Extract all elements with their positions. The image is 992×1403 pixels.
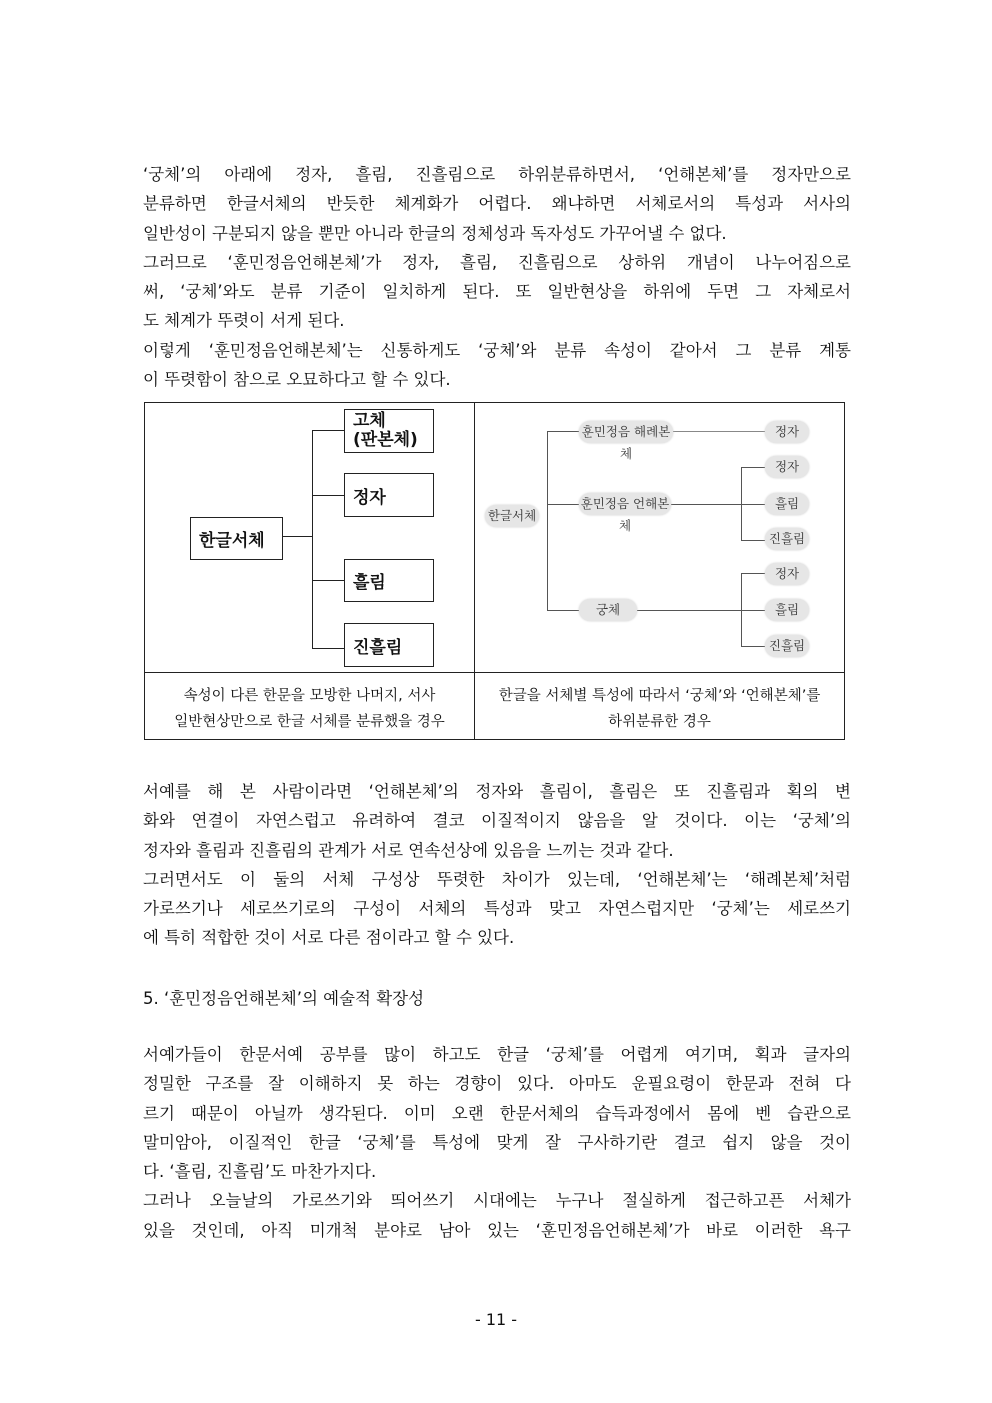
leaf-pill <box>765 599 809 621</box>
text-line: 분류하면 한글서체의 반듯한 체계화가 어렵다. 왜냐하면 서체로서의 특성과 서사의 <box>143 194 851 214</box>
page-number: - 11 - <box>474 1310 518 1329</box>
text-line: 말미암아, 이질적인 한글 ‘궁체’를 특성에 맞게 잘 구사하기란 결코 쉽지 않을 것이 <box>143 1132 851 1152</box>
root-node-label: 한글서체 <box>199 531 265 551</box>
leaf-pill <box>765 421 809 443</box>
child-node-box <box>344 473 434 517</box>
root-pill-label: 한글서체 <box>487 508 537 523</box>
caption-line: 일반현상만으로 한글 서체를 분류했을 경우 <box>174 714 445 730</box>
leaf-pill-label: 정자 <box>774 424 800 439</box>
text-line: 이 뚜렷함이 참으로 오묘하다고 할 수 있다. <box>143 370 451 390</box>
branch-pill-label: 훈민정음 해례본체 <box>581 424 671 461</box>
text-line: 에 특히 적합한 것이 서로 다른 점이라고 할 수 있다. <box>143 928 515 948</box>
text-line: 그러므로 ‘훈민정음언해본체’가 정자, 흘림, 진흘림으로 상하위 개념이 나누어짐으로 <box>143 252 851 272</box>
leaf-pill <box>765 635 809 657</box>
leaf-pill-label: 정자 <box>774 459 800 474</box>
text-line: 다. ‘흘림, 진흘림’도 마찬가지다. <box>143 1162 377 1182</box>
section-heading: 5. ‘훈민정음언해본체’의 예술적 확장성 <box>143 989 425 1008</box>
text-line: 써, ‘궁체’와도 분류 기준이 일치하게 된다. 또 일반현상을 하위에 두면 그 자체로서 <box>143 282 851 302</box>
left-diagram-cell <box>145 403 475 673</box>
caption-line: 속성이 다른 한문을 모방한 나머지, 서사 <box>183 688 436 704</box>
root-node-box <box>190 517 283 560</box>
text-line: 그러면서도 이 둘의 서체 구성상 뚜렷한 차이가 있는데, ‘언해본체’는 ‘해례본체’처럼 <box>143 869 851 889</box>
leaf-pill-label: 진흘림 <box>768 638 806 653</box>
text-line: 도 체계가 뚜렷이 서게 된다. <box>143 311 345 331</box>
branch-pill-label: 궁체 <box>595 602 621 617</box>
text-line: ‘궁체’의 아래에 정자, 흘림, 진흘림으로 하위분류하면서, ‘언해본체’를 정자만으로 <box>143 165 851 184</box>
text-line: 일반성이 구분되지 않을 뿐만 아니라 한글의 정체성과 독자성도 가꾸어낼 수 없다. <box>143 223 727 243</box>
text-line: 화와 연결이 자연스럽고 유려하여 결코 이질적이지 않음을 알 것이다. 이는 ‘궁체’의 <box>143 811 851 831</box>
text-line: 정자와 흘림과 진흘림의 관계가 서로 연속선상에 있음을 느끼는 것과 같다. <box>143 840 674 860</box>
child-node-box <box>344 559 434 602</box>
right-caption <box>475 673 845 740</box>
paragraph-block-top <box>143 160 851 394</box>
branch-pill <box>579 493 671 533</box>
leaf-pill <box>765 563 809 585</box>
classification-figure-table <box>144 402 845 740</box>
leaf-pill <box>765 528 809 550</box>
root-pill <box>485 505 539 527</box>
leaf-pill-label: 흘림 <box>774 496 800 511</box>
child-node-label: 진흘림 <box>353 637 403 658</box>
child-node-label: 정자 <box>353 487 386 508</box>
branch-pill <box>579 421 673 461</box>
text-line: 그러나 오늘날의 가로쓰기와 띄어쓰기 시대에는 누구나 절실하게 접근하고픈 서체가 <box>143 1191 851 1211</box>
caption-line: 한글을 서체별 특성에 따라서 ‘궁체’와 ‘언해본체’를 <box>498 688 821 704</box>
child-node-box <box>344 623 434 667</box>
leaf-pill-label: 정자 <box>774 566 800 581</box>
child-node-label: 고체 (판본체) <box>353 411 418 450</box>
left-caption <box>145 673 475 740</box>
text-line: 정밀한 구조를 잘 이해하지 못 하는 경향이 있다. 아마도 운필요령이 한문과 전혀 다 <box>143 1074 851 1094</box>
child-node-label: 흘림 <box>353 573 386 593</box>
paragraph-block-bottom <box>143 1040 851 1245</box>
leaf-pill <box>765 456 809 478</box>
right-diagram-cell <box>475 403 845 673</box>
text-line: 있을 것인데, 아직 미개척 분야로 남아 있는 ‘훈민정음언해본체’가 바로 이러한 욕구 <box>143 1220 851 1240</box>
text-line: 이렇게 ‘훈민정음언해본체’는 신통하게도 ‘궁체’와 분류 속성이 같아서 그 분류 계통 <box>143 340 851 360</box>
leaf-pill <box>765 493 809 515</box>
text-line: 가로쓰기나 세로쓰기로의 구성이 서체의 특성과 맞고 자연스럽지만 ‘궁체’는 세로쓰기 <box>143 899 851 919</box>
child-node-box <box>344 409 434 453</box>
branch-pill <box>579 599 637 621</box>
text-line: 르기 때문이 아닐까 생각된다. 이미 오랜 한문서체의 습득과정에서 몸에 벤 습관으로 <box>143 1103 851 1123</box>
leaf-pill-label: 진흘림 <box>768 531 806 546</box>
text-line: 서예를 해 본 사람이라면 ‘언해본체’의 정자와 흘림이, 흘림은 또 진흘림과 획의 변 <box>143 782 851 801</box>
branch-pill-label: 훈민정음 언해본체 <box>580 496 670 533</box>
leaf-pill-label: 흘림 <box>774 602 800 617</box>
text-line: 서예가들이 한문서예 공부를 많이 하고도 한글 ‘궁체’를 어렵게 여기며, 획과 글자의 <box>143 1045 851 1064</box>
caption-line: 하위분류한 경우 <box>608 714 711 730</box>
paragraph-block-mid <box>143 777 851 953</box>
